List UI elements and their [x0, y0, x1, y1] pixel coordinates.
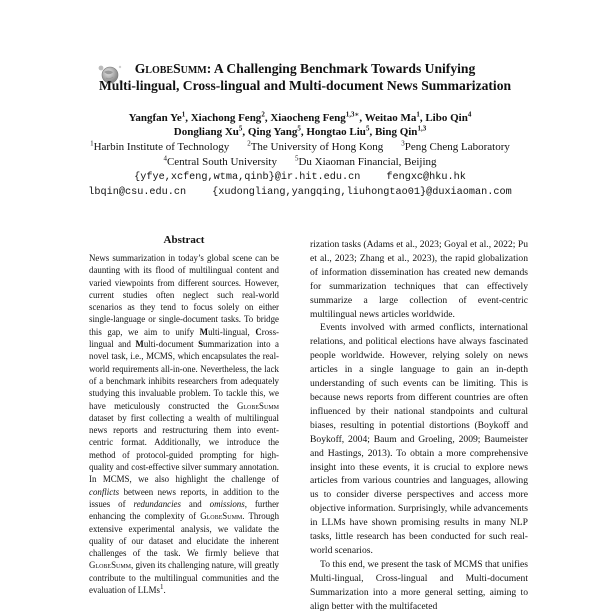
- author-list: Yangfan Ye$^1$, Xiachong Feng$^2$, Xiaocheng Feng$^{1,3∗}$, Weitao Ma$^1$, Libo Qin$^4$ Dongliang Xu$^5$, Qing Yang$^5$, Hongtao Liu$^5$, Bing Qin$^{1,3}$: [128, 110, 472, 138]
- body-paragraph: [310, 558, 528, 613]
- abstract-heading: Abstract: [163, 234, 205, 246]
- abstract-initial: S: [198, 339, 204, 350]
- task-name: MCMS: [146, 351, 173, 362]
- abstract-sentence: However, current studies often neglect such real-world scenarios as they tend to focus solely on either single-language or single-document tasks. To bridge this gap, we aim to unify: [89, 277, 280, 337]
- body-paragraph: rization tasks (Adams et al., 2023; Goyal et al., 2022; Pu et al., 2023; Zhang et al., 2023), the rapid globalization of information dissemination has created new demands for summarization techniques that can effectively summarize a large collection of event-centric multilingual news articles worldwide.: [310, 239, 528, 320]
- affiliation: Du Xiaoman Financial, Beijing: [298, 155, 437, 168]
- author: Libo Qin: [425, 112, 468, 124]
- author: Bing Qin: [374, 126, 418, 138]
- author-sup: 5: [238, 124, 243, 133]
- abstract-fragment: , we also highlight the challenge of: [129, 474, 280, 485]
- body-fragment: To this end, we present the task of: [320, 558, 452, 570]
- emphasis: conflicts: [89, 486, 120, 497]
- author: Yangfan Ye: [128, 112, 182, 124]
- emphasis: redundancies: [133, 498, 181, 509]
- abstract-fragment: , further enhancing the complexity of: [89, 498, 279, 522]
- right-column: [310, 238, 528, 613]
- email: lbqin@csu.edu.cn: [88, 187, 187, 198]
- email-list: [0, 170, 600, 200]
- abstract-fragment: .: [163, 585, 166, 596]
- abstract-fragment: ulti-document: [143, 339, 199, 350]
- abstract-sentence: News summarization in today’s global scene can be daunting with its flood of multilingual content and varied viewpoints from different sources.: [89, 253, 279, 288]
- task-name: MCMS: [102, 474, 130, 485]
- footnote-marker[interactable]: 1: [159, 583, 164, 592]
- dataset-name: GlobeSumm: [236, 400, 279, 411]
- paper-title: [0, 60, 600, 94]
- abstract-fragment: and: [188, 498, 202, 509]
- author: Hongtao Liu: [306, 126, 366, 138]
- email: fengxc@hku.hk: [386, 172, 466, 183]
- task-name: MCMS: [453, 558, 483, 570]
- body-paragraph: Events involved with armed conflicts, international relations, and political elections have always fascinated people worldwide. However, relying solely on news articles in a single language to gain an in-depth understanding of such events can be limiting. This is because news reports from different countries are often influenced by their national standpoints and cultural biases, resulting in potential distortions (Boykoff and Boykoff, 2004; Baum and Groeling, 2009; Baumeister and Hastings, 2013). To obtain a more comprehensive insight into these events, it is crucial to explore news articles from various countries and languages, allowing us to consider diverse perspectives and access more objective information. Surprisingly, while advancements in LLMs have shown promising results in many NLP tasks, little research has been conducted for such real-world scenarios.: [310, 322, 528, 556]
- author: Dongliang Xu: [173, 126, 239, 138]
- title-dataset-name: GlobeSumm: [134, 61, 207, 76]
- affiliation-sup: 2: [247, 139, 251, 148]
- author-sup: 2: [261, 110, 265, 119]
- author-sup: 1,3: [417, 124, 427, 133]
- author-sup: 4: [467, 110, 472, 119]
- abstract-initial: M: [199, 326, 209, 337]
- affiliation-sup: 4: [163, 153, 167, 162]
- abstract-fragment: , given its challenging nature, will greatly contribute to the multilingual communities and the evaluation of LLMs: [89, 560, 279, 596]
- abstract-fragment: ummarization into a novel task, i.e.,: [89, 339, 279, 362]
- affiliation-sup: 1: [90, 139, 94, 148]
- author: Xiachong Feng: [190, 112, 262, 124]
- author-sup: 1,3∗: [345, 110, 360, 119]
- abstract-fragment: , which encapsulates the real-world requirements all-in-one. Nevertheless, the lack of a benchmark inhibits researchers from adequately studying this invaluable problem. To tackle this, we have meticulously constructed the: [89, 351, 280, 411]
- author: Weitao Ma: [364, 112, 417, 124]
- paper-title-block: [0, 60, 600, 94]
- dataset-name: GlobeSumm: [200, 511, 243, 522]
- dataset-name: GlobeSumm: [89, 560, 132, 571]
- abstract-fragment: . Through extensive experimental analysis, we validate the quality of our dataset and elucidate the inherent challenges of the task. We firmly believe that: [89, 511, 280, 559]
- author: Xiaocheng Feng: [270, 112, 346, 124]
- abstract-initial: M: [135, 339, 144, 350]
- affiliation: Peng Cheng Laboratory: [404, 141, 510, 153]
- author-sup: 5: [297, 124, 301, 133]
- title-line-2: Multi-lingual, Cross-lingual and Multi-document News Summarization: [98, 78, 512, 93]
- author-sup: 1: [181, 110, 186, 119]
- abstract-fragment: between news reports, in addition to the issues of: [89, 486, 280, 509]
- affiliation-list: [0, 140, 600, 169]
- affiliation-sup: 3: [401, 139, 405, 148]
- email: {yfye,xcfeng,wtma,qinb}@ir.hit.edu.cn: [134, 172, 361, 183]
- body-fragment: that unifies Multi-lingual, Cross-lingual and Multi-document Summarization into a more general setting, aiming to align better with the multifaceted: [310, 558, 528, 612]
- left-column: [89, 234, 279, 596]
- abstract-fragment: ross-lingual and: [89, 326, 279, 350]
- abstract-text: [89, 252, 279, 596]
- author-sup: 1: [416, 110, 420, 119]
- affiliation-sup: 5: [294, 153, 299, 162]
- abstract-fragment: dataset by first collecting a wealth of multilingual news reports and restructuring them into event-centric format. Additionally, we introduce the method of protocol-guided prompting for high-quality and cost-effective silver summary annotation. In: [89, 412, 279, 485]
- title-line-1: : A Challenging Benchmark Towards Unifying: [206, 61, 476, 76]
- email: {xudongliang,yangqing,liuhongtao01}@duxiaoman.com: [212, 187, 512, 198]
- author-sup: 5: [365, 124, 370, 133]
- abstract-initial: C: [255, 326, 262, 337]
- author: Qing Yang: [247, 126, 298, 138]
- affiliation: The University of Hong Kong: [250, 141, 384, 153]
- affiliation: Central South University: [166, 155, 277, 168]
- affiliation: Harbin Institute of Technology: [93, 141, 230, 153]
- emphasis: omissions: [209, 498, 245, 509]
- abstract-fragment: ulti-lingual,: [208, 326, 256, 337]
